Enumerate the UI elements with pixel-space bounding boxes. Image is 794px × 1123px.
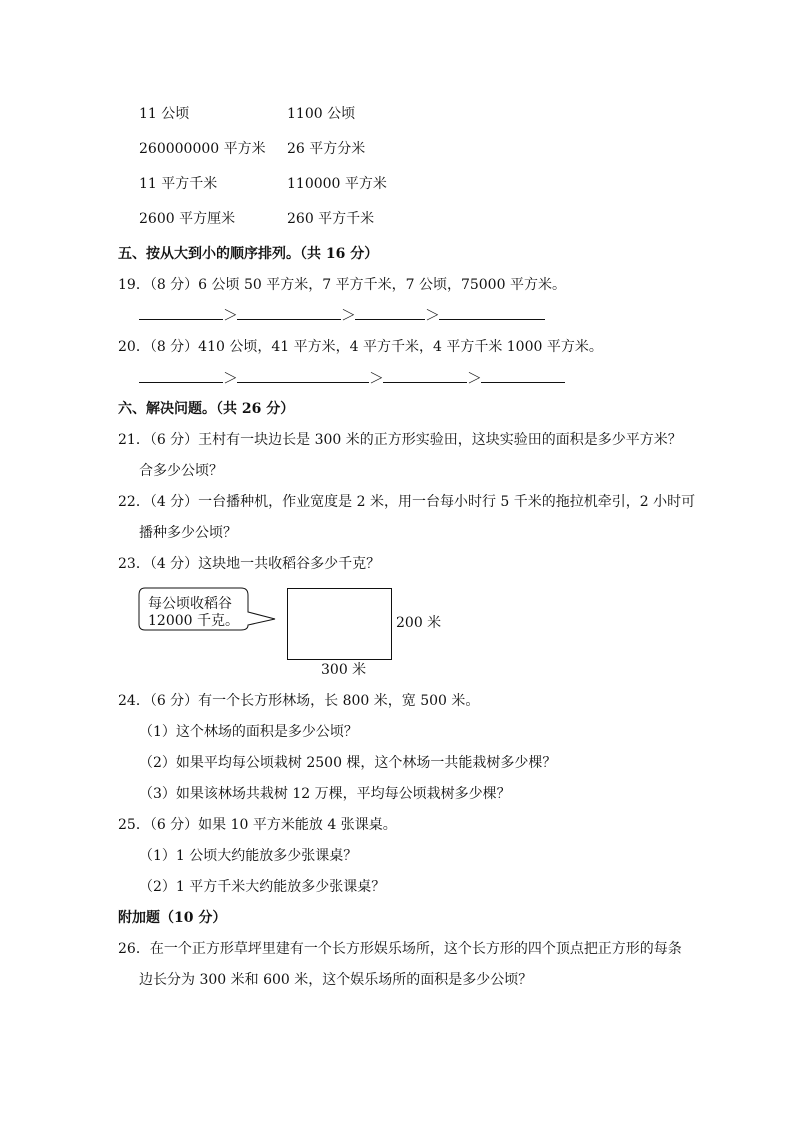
speech-bubble-line2: 12000 千克。: [148, 613, 239, 629]
greater-than-sign: ＞: [425, 306, 441, 324]
speech-bubble-line1: 每公顷收稻谷: [148, 596, 232, 612]
question-21-line1: 21．（6 分）王村有一块边长是 300 米的正方形实验田，这块实验田的面积是多少平方米？: [118, 432, 682, 448]
answer-blank[interactable]: [139, 305, 223, 320]
answer-blank[interactable]: [237, 305, 341, 320]
field-width-label: 300 米: [321, 662, 367, 678]
answer-line-20: [139, 368, 565, 388]
question-23: 23．（4 分）这块地一共收稻谷多少千克？: [118, 556, 381, 572]
greater-than-sign: ＞: [223, 369, 239, 387]
conversion-right-2: 26 平方分米: [287, 141, 366, 157]
answer-blank[interactable]: [139, 368, 223, 383]
conversion-left-1: 11 公顷: [139, 106, 190, 122]
section-six-title: 六、解决问题。（共 26 分）: [118, 401, 295, 417]
section-five-title: 五、按从大到小的顺序排列。（共 16 分）: [118, 246, 379, 262]
question-25: 25．（6 分）如果 10 平方米能放 4 张课桌。: [118, 817, 397, 833]
question-24-part1: （1）这个林场的面积是多少公顷？: [139, 724, 358, 740]
question-24-part3: （3）如果该林场共栽树 12 万棵，平均每公顷栽树多少棵？: [139, 786, 511, 802]
field-rectangle: [287, 588, 392, 660]
greater-than-sign: ＞: [223, 306, 239, 324]
question-22-line1: 22．（4 分）一台播种机，作业宽度是 2 米，用一台每小时行 5 千米的拖拉机牵引，2 小时可: [118, 494, 696, 510]
greater-than-sign: ＞: [341, 306, 357, 324]
field-height-label: 200 米: [396, 615, 442, 631]
conversion-left-4: 2600 平方厘米: [139, 211, 236, 227]
question-19: 19．（8 分）6 公顷 50 平方米，7 平方千米，7 公顷，75000 平方米。: [118, 277, 566, 293]
answer-blank[interactable]: [237, 368, 369, 383]
answer-blank[interactable]: [439, 305, 545, 320]
question-26-line2: 边长分为 300 米和 600 米，这个娱乐场所的面积是多少公顷？: [139, 972, 533, 988]
answer-line-19: [139, 305, 545, 325]
question-26-line1: 26．在一个正方形草坪里建有一个长方形娱乐场所，这个长方形的四个顶点把正方形的每条: [118, 941, 682, 957]
answer-blank[interactable]: [383, 368, 467, 383]
bonus-section-title: 附加题（10 分）: [118, 910, 227, 926]
question-21-line2: 合多少公顷？: [139, 463, 223, 479]
question-24: 24．（6 分）有一个长方形林场，长 800 米，宽 500 米。: [118, 693, 480, 709]
question-25-part2: （2）1 平方千米大约能放多少张课桌？: [139, 879, 386, 895]
question-24-part2: （2）如果平均每公顷栽树 2500 棵，这个林场一共能栽树多少棵？: [139, 755, 557, 771]
conversion-right-3: 110000 平方米: [287, 176, 387, 192]
conversion-right-4: 260 平方千米: [287, 211, 375, 227]
answer-blank[interactable]: [481, 368, 565, 383]
greater-than-sign: ＞: [369, 369, 385, 387]
conversion-left-2: 260000000 平方米: [139, 141, 266, 157]
greater-than-sign: ＞: [467, 369, 483, 387]
question-25-part1: （1）1 公顷大约能放多少张课桌？: [139, 848, 358, 864]
question-20: 20．（8 分）410 公顷，41 平方米，4 平方千米，4 平方千米 1000 平方米。: [118, 339, 603, 355]
conversion-right-1: 1100 公顷: [287, 106, 356, 122]
conversion-left-3: 11 平方千米: [139, 176, 218, 192]
question-22-line2: 播种多少公顷？: [139, 525, 237, 541]
answer-blank[interactable]: [355, 305, 425, 320]
